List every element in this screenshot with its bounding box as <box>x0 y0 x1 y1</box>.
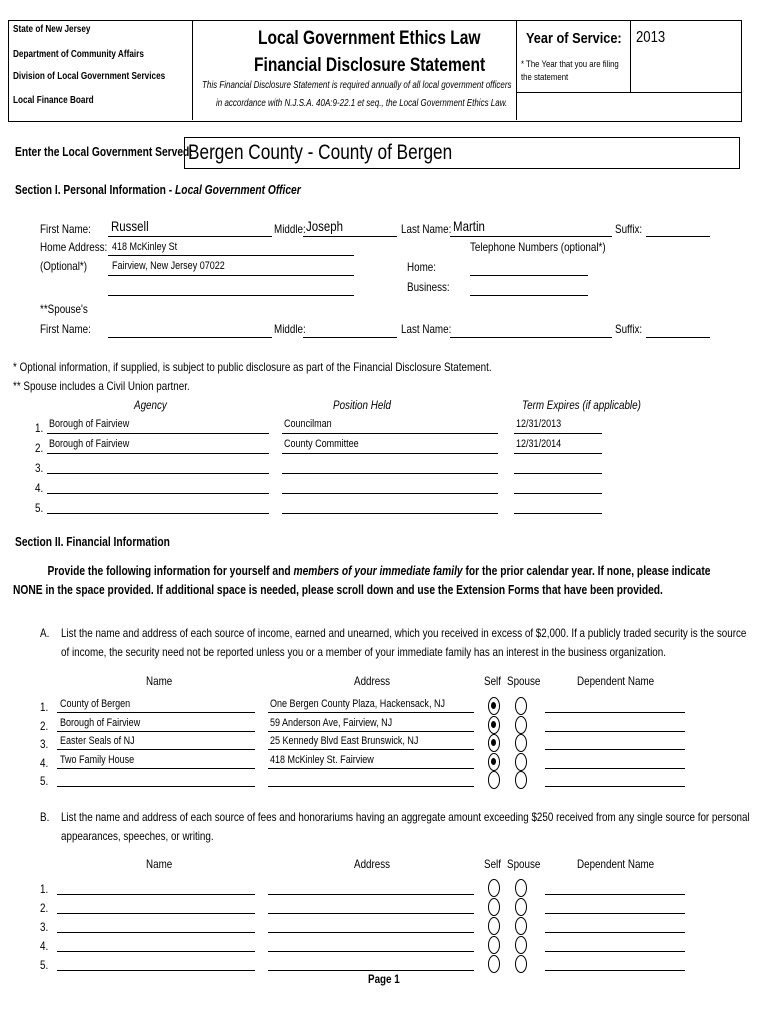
honorarium-name-field[interactable] <box>57 970 255 971</box>
title-line-2: Financial Disclosure Statement <box>254 55 486 76</box>
spouse-radio[interactable] <box>515 734 527 752</box>
agency-value: Borough of Fairview <box>49 438 130 450</box>
spouse-radio[interactable] <box>515 753 527 771</box>
address-field-1[interactable] <box>108 255 354 256</box>
self-radio[interactable] <box>488 917 500 935</box>
b-col-dependent: Dependent Name <box>577 857 655 871</box>
term-value: 12/31/2013 <box>516 418 562 430</box>
spouse-radio[interactable] <box>515 716 527 734</box>
home-phone-label: Home: <box>407 260 436 274</box>
b-col-address: Address <box>354 857 391 871</box>
board-label: Local Finance Board <box>13 95 94 106</box>
self-radio[interactable] <box>488 734 500 752</box>
income-name-field[interactable] <box>57 768 255 769</box>
honorarium-row-number: 4. <box>40 939 49 953</box>
self-radio[interactable] <box>488 697 500 715</box>
a-col-name: Name <box>146 674 173 688</box>
term-field[interactable] <box>514 493 602 494</box>
income-dependent-field[interactable] <box>545 786 685 787</box>
position-field[interactable] <box>282 473 498 474</box>
division-label: Division of Local Government Services <box>13 71 166 82</box>
agency-field[interactable] <box>47 453 269 454</box>
spouse-radio[interactable] <box>515 917 527 935</box>
agency-field[interactable] <box>47 493 269 494</box>
header-divider-left <box>192 20 193 120</box>
income-name-value: Easter Seals of NJ <box>60 735 135 747</box>
honorarium-row-number: 3. <box>40 920 49 934</box>
header-divider-year <box>630 20 631 92</box>
a-col-address: Address <box>354 674 391 688</box>
honorarium-address-field[interactable] <box>268 932 474 933</box>
year-value[interactable]: 2013 <box>636 29 666 46</box>
year-note: * The Year that you are filing the statement <box>521 59 619 83</box>
last-name-value: Martin <box>453 218 485 234</box>
income-row-number: 4. <box>40 755 49 770</box>
middle-value: Joseph <box>306 218 344 234</box>
part-a-text: List the name and address of each source of income, earned and unearned, which you received in excess of $2,000. If a publicly traded security is the source of income, the security need not be reported unless you or a member of your immediate family has an interest in the business organization. <box>61 626 747 659</box>
year-label: Year of Service: <box>526 30 622 47</box>
business-phone-label: Business: <box>407 280 450 294</box>
position-field[interactable] <box>282 453 498 454</box>
middle-label: Middle: <box>274 222 306 236</box>
spouse-middle-label: Middle: <box>274 322 306 336</box>
business-phone-field[interactable] <box>470 295 588 296</box>
a-col-self: Self <box>484 674 501 688</box>
income-address-field[interactable] <box>268 768 474 769</box>
spouse-first-label: First Name: <box>40 322 91 336</box>
income-row-number: 5. <box>40 774 49 788</box>
self-radio[interactable] <box>488 898 500 916</box>
agency-field[interactable] <box>47 433 269 434</box>
spouse-radio[interactable] <box>515 697 527 715</box>
spouse-radio[interactable] <box>515 936 527 954</box>
honorarium-address-field[interactable] <box>268 913 474 914</box>
income-name-field[interactable] <box>57 712 255 713</box>
term-field[interactable] <box>514 453 602 454</box>
income-name-field[interactable] <box>57 731 255 732</box>
honorarium-row-number: 1. <box>40 882 49 896</box>
spouse-label: **Spouse's <box>40 302 88 316</box>
agency-row-number: 3. <box>35 461 44 475</box>
self-radio[interactable] <box>488 879 500 897</box>
income-name-field[interactable] <box>57 749 255 750</box>
note-optional: * Optional information, if supplied, is subject to public disclosure as part of the Financial Disclosure Statement. <box>13 360 492 374</box>
income-name-value: Two Family House <box>60 753 135 766</box>
part-b-letter: B. <box>40 810 50 824</box>
agency-row-number: 4. <box>35 481 44 495</box>
b-col-self: Self <box>484 857 501 871</box>
agency-row-number: 1. <box>35 421 44 435</box>
dept-label: Department of Community Affairs <box>13 49 144 60</box>
position-value: Councilman <box>284 418 332 430</box>
last-name-field[interactable] <box>450 236 612 237</box>
home-address-label: Home Address: <box>40 240 108 254</box>
honorarium-dependent-field[interactable] <box>545 932 685 933</box>
honorarium-address-field[interactable] <box>268 894 474 895</box>
optional-label: (Optional*) <box>40 259 88 273</box>
income-dependent-field[interactable] <box>545 712 685 713</box>
address-field-2[interactable] <box>108 275 354 276</box>
suffix-field[interactable] <box>646 236 710 237</box>
a-col-spouse: Spouse <box>507 674 541 688</box>
income-address-value: One Bergen County Plaza, Hackensack, NJ <box>270 698 445 710</box>
income-row-number: 2. <box>40 718 49 733</box>
self-radio[interactable] <box>488 753 500 771</box>
spouse-last-field[interactable] <box>450 337 612 338</box>
income-name-field[interactable] <box>57 786 255 787</box>
position-field[interactable] <box>282 513 498 514</box>
spouse-suffix-field[interactable] <box>646 337 710 338</box>
served-value: Bergen County - County of Bergen <box>188 141 453 164</box>
served-input[interactable] <box>184 137 740 169</box>
income-address-field[interactable] <box>268 731 474 732</box>
section2-title: Section II. Financial Information <box>15 535 170 549</box>
address-value-1: 418 McKinley St <box>112 241 178 253</box>
self-radio[interactable] <box>488 955 500 973</box>
honorarium-name-field[interactable] <box>57 913 255 914</box>
agency-field[interactable] <box>47 473 269 474</box>
agency-header: Agency <box>134 398 167 412</box>
position-field[interactable] <box>282 433 498 434</box>
subtitle-line-2: in accordance with N.J.S.A. 40A:9-22.1 et seq., the Local Government Ethics Law. <box>216 98 508 109</box>
address-value-2: Fairview, New Jersey 07022 <box>112 260 225 272</box>
b-col-name: Name <box>146 857 173 871</box>
served-label: Enter the Local Government Served: <box>15 145 193 159</box>
spouse-radio[interactable] <box>515 771 527 789</box>
income-row-number: 1. <box>40 700 49 714</box>
section2-intro: Provide the following information for yourself and members of your immediate family for the prior calendar year. If none, please indicate NONE in the space provided. If additional space is needed, please scroll down and use the Extension Forms that have been provided. <box>13 564 711 597</box>
first-name-field[interactable] <box>108 236 272 237</box>
income-address-value: 59 Anderson Ave, Fairview, NJ <box>270 716 393 729</box>
home-phone-field[interactable] <box>470 275 588 276</box>
page-number: Page 1 <box>368 972 400 986</box>
honorarium-name-field[interactable] <box>57 894 255 895</box>
spouse-middle-field[interactable] <box>303 337 397 338</box>
first-name-value: Russell <box>111 218 149 234</box>
spouse-suffix-label: Suffix: <box>615 322 643 336</box>
honorarium-row-number: 2. <box>40 901 49 915</box>
income-address-value: 25 Kennedy Blvd East Brunswick, NJ <box>270 735 419 747</box>
term-field[interactable] <box>514 433 602 434</box>
honorarium-dependent-field[interactable] <box>545 913 685 914</box>
term-value: 12/31/2014 <box>516 438 562 450</box>
phone-label: Telephone Numbers (optional*) <box>470 240 606 254</box>
self-radio[interactable] <box>488 771 500 789</box>
first-name-label: First Name: <box>40 222 91 236</box>
a-col-dependent: Dependent Name <box>577 674 655 688</box>
title-line-1: Local Government Ethics Law <box>258 28 481 49</box>
spouse-first-field[interactable] <box>108 337 272 338</box>
section1-title: Section I. Personal Information - Local Government Officer <box>15 183 301 197</box>
income-address-field[interactable] <box>268 786 474 787</box>
honorarium-name-field[interactable] <box>57 932 255 933</box>
agency-value: Borough of Fairview <box>49 418 130 430</box>
term-field[interactable] <box>514 513 602 514</box>
income-dependent-field[interactable] <box>545 749 685 750</box>
income-dependent-field[interactable] <box>545 768 685 769</box>
honorarium-address-field[interactable] <box>268 951 474 952</box>
income-address-field[interactable] <box>268 749 474 750</box>
agency-row-number: 5. <box>35 501 44 515</box>
position-header: Position Held <box>333 398 391 412</box>
term-header: Term Expires (if applicable) <box>522 398 641 412</box>
b-col-spouse: Spouse <box>507 857 541 871</box>
spouse-radio[interactable] <box>515 879 527 897</box>
note-spouse: ** Spouse includes a Civil Union partner. <box>13 379 190 393</box>
income-address-value: 418 McKinley St. Fairview <box>270 753 374 766</box>
honorarium-dependent-field[interactable] <box>545 970 685 971</box>
subtitle-line-1: This Financial Disclosure Statement is required annually of all local government officers <box>202 80 512 91</box>
honorarium-dependent-field[interactable] <box>545 951 685 952</box>
part-a-letter: A. <box>40 626 50 640</box>
state-label: State of New Jersey <box>13 24 91 35</box>
spouse-last-label: Last Name: <box>401 322 452 336</box>
spouse-radio[interactable] <box>515 898 527 916</box>
honorarium-name-field[interactable] <box>57 951 255 952</box>
header-divider-h <box>516 92 741 93</box>
term-field[interactable] <box>514 473 602 474</box>
self-radio[interactable] <box>488 936 500 954</box>
income-address-field[interactable] <box>268 712 474 713</box>
agency-field[interactable] <box>47 513 269 514</box>
self-radio[interactable] <box>488 716 500 734</box>
income-name-value: Borough of Fairview <box>60 716 141 729</box>
agency-row-number: 2. <box>35 441 44 455</box>
part-b-text: List the name and address of each source of fees and honorariums having an aggregate amount exceeding $250 received from any single source for personal appearances, speeches, or writing. <box>61 810 750 843</box>
last-name-label: Last Name: <box>401 222 452 236</box>
header-divider-right <box>516 20 517 120</box>
income-dependent-field[interactable] <box>545 731 685 732</box>
position-value: County Committee <box>284 438 359 450</box>
honorarium-dependent-field[interactable] <box>545 894 685 895</box>
income-name-value: County of Bergen <box>60 698 131 710</box>
spouse-radio[interactable] <box>515 955 527 973</box>
middle-field[interactable] <box>303 236 397 237</box>
honorarium-row-number: 5. <box>40 958 49 972</box>
honorarium-address-field[interactable] <box>268 970 474 971</box>
income-row-number: 3. <box>40 737 49 751</box>
address-field-3[interactable] <box>108 295 354 296</box>
suffix-label: Suffix: <box>615 222 643 236</box>
position-field[interactable] <box>282 493 498 494</box>
